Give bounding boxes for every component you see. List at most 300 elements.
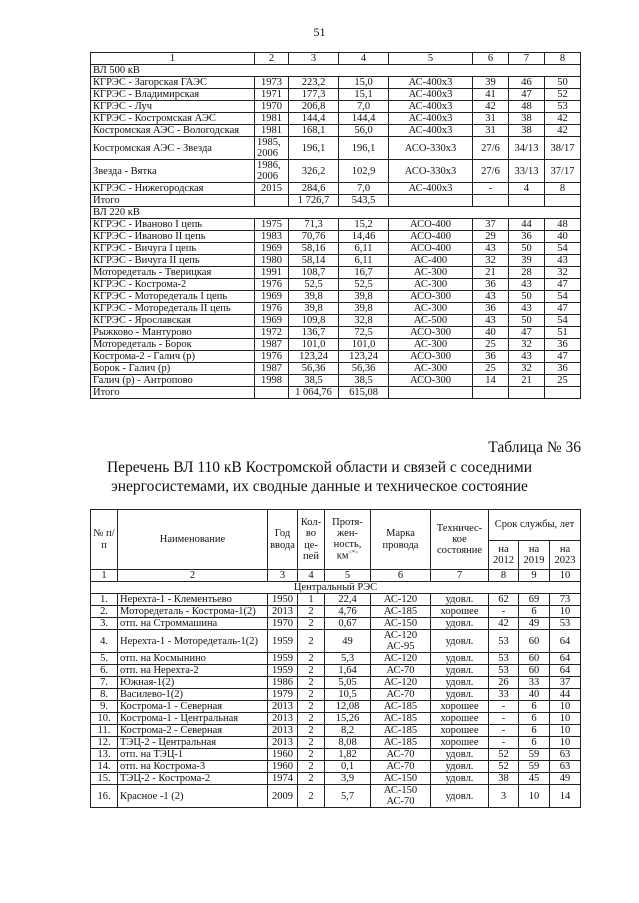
table-row [91, 255, 581, 267]
data-cell: 1959 [268, 665, 298, 677]
data-cell: 49 [519, 618, 550, 630]
data-cell: 27/6 [473, 137, 509, 160]
data-cell: 1 064,76 [289, 387, 339, 399]
data-cell: 13. [91, 749, 118, 761]
data-cell: 4 [509, 183, 545, 195]
table-row [91, 77, 581, 89]
data-cell: 16. [91, 785, 118, 808]
data-cell: 53 [489, 653, 519, 665]
data-cell [389, 387, 473, 399]
table-row [91, 618, 581, 630]
data-cell: 60 [519, 653, 550, 665]
data-cell: 36 [509, 231, 545, 243]
data-cell: 14,46 [339, 231, 389, 243]
data-cell: 33 [519, 677, 550, 689]
column-index-cell: 6 [371, 570, 431, 582]
data-cell: 3. [91, 618, 118, 630]
line-name: Кострома-2 - Галич (р) [91, 351, 255, 363]
data-cell: 1,82 [325, 749, 371, 761]
data-cell: 38 [509, 113, 545, 125]
line-name: Кострома-2 - Северная [118, 725, 268, 737]
data-cell: 52 [489, 749, 519, 761]
line-name: отп. на Космынино [118, 653, 268, 665]
table-row [91, 725, 581, 737]
data-cell: 2013 [268, 725, 298, 737]
data-cell: 38,5 [339, 375, 389, 387]
data-cell: АС-500 [389, 315, 473, 327]
table-row [91, 243, 581, 255]
data-cell: 1983 [255, 231, 289, 243]
data-cell: АС-185 [371, 713, 431, 725]
line-name: Моторедеталь - Кострома-1(2) [118, 606, 268, 618]
data-cell: 60 [519, 630, 550, 653]
data-cell: 1 726,7 [289, 195, 339, 207]
data-cell: 47 [509, 327, 545, 339]
data-cell: 44 [509, 219, 545, 231]
data-cell: 1975 [255, 219, 289, 231]
data-cell: 32,8 [339, 315, 389, 327]
header-2019: на 2019 [519, 541, 550, 570]
data-cell [473, 195, 509, 207]
data-cell: 2 [298, 785, 325, 808]
data-cell: 1998 [255, 375, 289, 387]
column-index-cell: 1 [91, 570, 118, 582]
data-cell: 2 [298, 689, 325, 701]
data-cell: 10 [550, 737, 581, 749]
data-cell: 64 [550, 653, 581, 665]
data-cell: 49 [550, 773, 581, 785]
data-cell: 52 [489, 761, 519, 773]
data-cell: 38 [489, 773, 519, 785]
section-row [91, 582, 581, 594]
data-cell: 43 [509, 303, 545, 315]
column-index-cell: 8 [489, 570, 519, 582]
data-cell: 38/17 [545, 137, 581, 160]
data-cell: 9. [91, 701, 118, 713]
data-cell [473, 387, 509, 399]
header-year: Год ввода [268, 510, 298, 570]
column-index-cell: 3 [268, 570, 298, 582]
data-cell: 44 [550, 689, 581, 701]
data-cell: АС-400х3 [389, 125, 473, 137]
data-cell: 0,1 [325, 761, 371, 773]
data-cell: 8 [545, 183, 581, 195]
data-cell: 2013 [268, 713, 298, 725]
data-cell: АС-70 [371, 689, 431, 701]
data-cell: 1981 [255, 125, 289, 137]
data-cell: АС-70 [371, 665, 431, 677]
data-cell: - [489, 701, 519, 713]
table-row [91, 183, 581, 195]
data-cell: 16,7 [339, 267, 389, 279]
data-cell: - [489, 725, 519, 737]
data-cell: 5,3 [325, 653, 371, 665]
data-cell: 7,0 [339, 101, 389, 113]
data-cell: 6,11 [339, 255, 389, 267]
section-row [91, 207, 581, 219]
table-row [91, 665, 581, 677]
data-cell: - [489, 713, 519, 725]
data-cell: 21 [509, 375, 545, 387]
data-cell: 6 [519, 737, 550, 749]
column-index-cell: 2 [118, 570, 268, 582]
data-cell: 59 [519, 761, 550, 773]
data-cell: 28 [509, 267, 545, 279]
data-cell: АС-400х3 [389, 113, 473, 125]
line-name: КГРЭС - Загорская ГАЭС [91, 77, 255, 89]
data-cell: АС-400х3 [389, 77, 473, 89]
data-cell: 39,8 [289, 303, 339, 315]
line-name: Итого [91, 387, 255, 399]
data-cell: 49 [325, 630, 371, 653]
data-cell: удовл. [431, 773, 489, 785]
line-name: Итого [91, 195, 255, 207]
line-name: ТЭЦ-2 - Центральная [118, 737, 268, 749]
data-cell: 8. [91, 689, 118, 701]
data-cell: 50 [509, 243, 545, 255]
data-cell: 1976 [255, 279, 289, 291]
line-name: Костромская АЭС - Вологодская [91, 125, 255, 137]
data-cell: 15,0 [339, 77, 389, 89]
data-cell: 144,4 [339, 113, 389, 125]
data-cell: 1976 [255, 351, 289, 363]
line-name: КГРЭС - Кострома-2 [91, 279, 255, 291]
data-cell: 39,8 [339, 291, 389, 303]
header-wire: Марка провода [371, 510, 431, 570]
data-cell: 10,5 [325, 689, 371, 701]
line-name: КГРЭС - Вичуга I цепь [91, 243, 255, 255]
data-cell: 47 [509, 89, 545, 101]
data-cell: АС-70 [371, 749, 431, 761]
data-cell [509, 387, 545, 399]
data-cell: 144,4 [289, 113, 339, 125]
line-name: КГРЭС - Костромская АЭС [91, 113, 255, 125]
data-cell: 72,5 [339, 327, 389, 339]
data-cell [509, 195, 545, 207]
data-cell: 56,36 [289, 363, 339, 375]
data-cell: 36 [473, 303, 509, 315]
data-cell: хорошее [431, 701, 489, 713]
header-length-footnote: <*> [348, 550, 359, 557]
data-cell: 69 [519, 594, 550, 606]
data-cell: 43 [509, 351, 545, 363]
data-cell: 14 [550, 785, 581, 808]
data-cell: 37/17 [545, 160, 581, 183]
data-cell: 39 [473, 77, 509, 89]
data-cell: 42 [545, 113, 581, 125]
data-cell: 39 [509, 255, 545, 267]
data-cell: 59 [519, 749, 550, 761]
data-cell: 1974 [268, 773, 298, 785]
data-cell: 284,6 [289, 183, 339, 195]
data-cell: 1973 [255, 77, 289, 89]
data-cell: 2 [298, 725, 325, 737]
line-name: Нерехта-1 - Клементьево [118, 594, 268, 606]
data-cell: 58,14 [289, 255, 339, 267]
data-cell: 53 [545, 101, 581, 113]
line-name: Кострома-1 - Центральная [118, 713, 268, 725]
data-cell: 43 [473, 291, 509, 303]
table-row [91, 339, 581, 351]
data-cell: 2 [298, 749, 325, 761]
data-cell: 101,0 [339, 339, 389, 351]
data-cell: 10 [550, 701, 581, 713]
data-cell: 48 [509, 101, 545, 113]
data-cell: 43 [473, 243, 509, 255]
data-cell: 1987 [255, 339, 289, 351]
column-index-cell: 7 [509, 53, 545, 65]
data-cell: 223,2 [289, 77, 339, 89]
data-cell: 10 [550, 713, 581, 725]
data-cell: 2. [91, 606, 118, 618]
data-cell: 42 [545, 125, 581, 137]
data-cell: 41 [473, 89, 509, 101]
data-cell: 14. [91, 761, 118, 773]
line-name: КГРЭС - Нижегородская [91, 183, 255, 195]
data-cell: 326,2 [289, 160, 339, 183]
table-row [91, 219, 581, 231]
data-cell: 206,8 [289, 101, 339, 113]
table-row [91, 375, 581, 387]
data-cell: АС-70 [371, 761, 431, 773]
section-title: ВЛ 500 кВ [91, 65, 581, 77]
data-cell: 52 [545, 89, 581, 101]
data-cell: 2015 [255, 183, 289, 195]
data-cell: - [473, 183, 509, 195]
data-cell: 47 [545, 279, 581, 291]
data-cell: 36 [545, 363, 581, 375]
data-cell: удовл. [431, 594, 489, 606]
column-index-cell: 6 [473, 53, 509, 65]
data-cell: 2013 [268, 701, 298, 713]
data-cell: 1,64 [325, 665, 371, 677]
column-index-cell: 3 [289, 53, 339, 65]
data-cell: 29 [473, 231, 509, 243]
data-cell: удовл. [431, 749, 489, 761]
line-name: Костромская АЭС - Звезда [91, 137, 255, 160]
data-cell: 22,4 [325, 594, 371, 606]
data-cell: АС-120 АС-95 [371, 630, 431, 653]
data-cell: 2013 [268, 737, 298, 749]
data-cell: 25 [545, 375, 581, 387]
data-cell: 2 [298, 761, 325, 773]
data-cell: 11. [91, 725, 118, 737]
data-cell: 52,5 [289, 279, 339, 291]
data-cell: 46 [509, 77, 545, 89]
column-index-cell: 4 [339, 53, 389, 65]
table-row [91, 606, 581, 618]
table-row [91, 160, 581, 183]
line-name: КГРЭС - Иваново II цепь [91, 231, 255, 243]
data-cell: 25 [473, 339, 509, 351]
data-cell: 37 [550, 677, 581, 689]
table-row [91, 653, 581, 665]
data-cell: хорошее [431, 713, 489, 725]
data-cell: 1986, 2006 [255, 160, 289, 183]
table-row [91, 701, 581, 713]
data-cell: 1970 [268, 618, 298, 630]
data-cell: 2 [298, 773, 325, 785]
header-length [325, 510, 371, 570]
data-cell: - [489, 606, 519, 618]
data-cell: 33/13 [509, 160, 545, 183]
data-cell: АС-300 [389, 267, 473, 279]
line-name: Кострома-1 - Северная [118, 701, 268, 713]
data-cell [255, 387, 289, 399]
data-cell: АС-300 [389, 303, 473, 315]
data-cell: 10. [91, 713, 118, 725]
data-cell: 62 [489, 594, 519, 606]
data-cell: АС-400х3 [389, 183, 473, 195]
data-cell: 123,24 [339, 351, 389, 363]
data-cell: 136,7 [289, 327, 339, 339]
data-cell: 42 [473, 101, 509, 113]
column-index-cell: 4 [298, 570, 325, 582]
data-cell: 50 [509, 291, 545, 303]
data-cell: 1980 [255, 255, 289, 267]
line-name: Моторедеталь - Борок [91, 339, 255, 351]
line-name: Нерехта-1 - Моторедеталь-1(2) [118, 630, 268, 653]
data-cell: 615,08 [339, 387, 389, 399]
data-cell: АС-150 [371, 618, 431, 630]
data-cell: 7,0 [339, 183, 389, 195]
data-cell: АСО-300 [389, 291, 473, 303]
data-cell: 27/6 [473, 160, 509, 183]
data-cell: 63 [550, 761, 581, 773]
data-cell: 12. [91, 737, 118, 749]
data-cell: 2 [298, 701, 325, 713]
data-cell: 1969 [255, 243, 289, 255]
data-cell: 6 [519, 725, 550, 737]
table-row [91, 387, 581, 399]
data-cell: АСО-300 [389, 327, 473, 339]
data-cell: 1969 [255, 315, 289, 327]
data-cell: 43 [509, 279, 545, 291]
data-cell: 53 [489, 665, 519, 677]
data-cell: 54 [545, 315, 581, 327]
table-row [91, 749, 581, 761]
data-cell: 1960 [268, 761, 298, 773]
data-cell: 101,0 [289, 339, 339, 351]
column-index-cell: 8 [545, 53, 581, 65]
data-cell: 7. [91, 677, 118, 689]
data-cell: 102,9 [339, 160, 389, 183]
data-cell: 40 [545, 231, 581, 243]
data-cell: 50 [545, 77, 581, 89]
data-cell: 5. [91, 653, 118, 665]
data-cell: 1 [298, 594, 325, 606]
data-cell: 2 [298, 653, 325, 665]
data-cell: 6 [519, 701, 550, 713]
data-cell: - [489, 737, 519, 749]
table-row [91, 630, 581, 653]
data-cell: 52,5 [339, 279, 389, 291]
data-cell: 196,1 [339, 137, 389, 160]
data-cell: 31 [473, 125, 509, 137]
data-cell: 2 [298, 606, 325, 618]
data-cell: 2 [298, 737, 325, 749]
data-cell: АС-120 [371, 653, 431, 665]
data-cell [389, 195, 473, 207]
table-row [91, 303, 581, 315]
data-cell: АС-300 [389, 339, 473, 351]
data-cell: 8,2 [325, 725, 371, 737]
data-cell: 40 [473, 327, 509, 339]
data-cell: удовл. [431, 689, 489, 701]
table-row [91, 677, 581, 689]
data-cell: 53 [550, 618, 581, 630]
table-row [91, 195, 581, 207]
line-name: КГРЭС - Моторедеталь II цепь [91, 303, 255, 315]
table-row [91, 363, 581, 375]
data-cell: 39,8 [339, 303, 389, 315]
line-name: Галич (р) - Антропово [91, 375, 255, 387]
data-cell: 26 [489, 677, 519, 689]
data-cell: удовл. [431, 618, 489, 630]
data-cell: 47 [545, 351, 581, 363]
data-cell: 1981 [255, 113, 289, 125]
data-cell: 64 [550, 630, 581, 653]
table-row [91, 327, 581, 339]
table-row [91, 713, 581, 725]
data-cell: 2 [298, 630, 325, 653]
data-cell: АСО-300 [389, 375, 473, 387]
data-cell: 109,8 [289, 315, 339, 327]
data-cell: 32 [509, 339, 545, 351]
header-service: Срок службы, лет [489, 510, 581, 541]
line-name: ТЭЦ-2 - Кострома-2 [118, 773, 268, 785]
table-row [91, 737, 581, 749]
data-cell: 2 [298, 665, 325, 677]
table-title [0, 458, 639, 496]
data-cell: АС-150 АС-70 [371, 785, 431, 808]
data-cell: 12,08 [325, 701, 371, 713]
data-cell: АС-185 [371, 701, 431, 713]
data-cell: АС-185 [371, 737, 431, 749]
header-name: Наименование [118, 510, 268, 570]
data-cell: 1986 [268, 677, 298, 689]
data-cell: удовл. [431, 761, 489, 773]
data-cell: 50 [509, 315, 545, 327]
data-cell: 48 [545, 219, 581, 231]
table-row [91, 101, 581, 113]
data-cell: 43 [473, 315, 509, 327]
data-cell: удовл. [431, 677, 489, 689]
data-cell: АС-400х3 [389, 101, 473, 113]
data-cell: 54 [545, 243, 581, 255]
table-row [91, 761, 581, 773]
data-cell: 196,1 [289, 137, 339, 160]
line-name: отп. на Кострома-3 [118, 761, 268, 773]
data-cell: 51 [545, 327, 581, 339]
data-cell: 34/13 [509, 137, 545, 160]
header-2023: на 2023 [550, 541, 581, 570]
data-cell: 1987 [255, 363, 289, 375]
data-cell: 70,76 [289, 231, 339, 243]
table-header-row [91, 53, 581, 65]
table-row [91, 89, 581, 101]
data-cell: 37 [473, 219, 509, 231]
data-cell: 2013 [268, 606, 298, 618]
power-lines-table-500-220 [90, 52, 581, 399]
data-cell: АС-120 [371, 677, 431, 689]
data-cell: 32 [545, 267, 581, 279]
header-num: № п/п [91, 510, 118, 570]
column-index-cell: 2 [255, 53, 289, 65]
line-name: КГРЭС - Луч [91, 101, 255, 113]
table-row [91, 279, 581, 291]
power-lines-table-110 [90, 509, 581, 808]
